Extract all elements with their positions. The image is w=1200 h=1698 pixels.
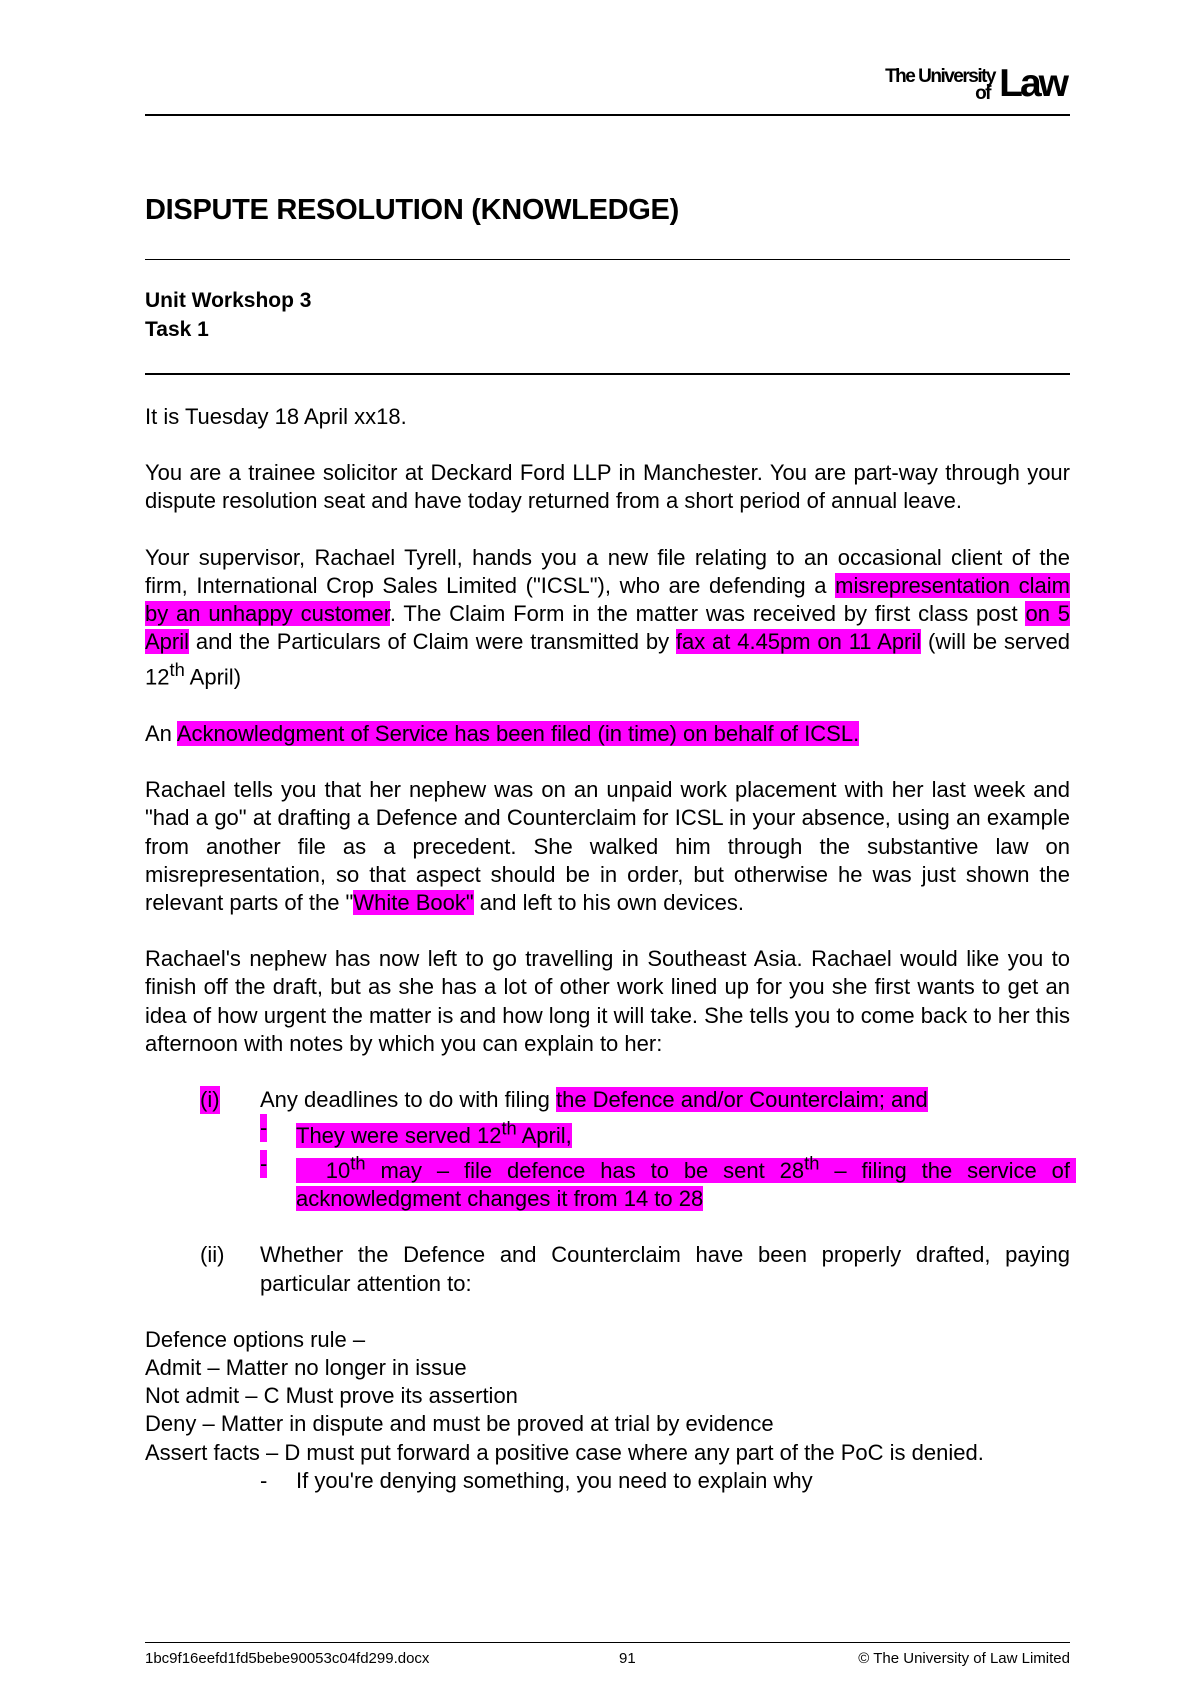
task-heading: Task 1 — [145, 318, 209, 341]
title-rule — [145, 259, 1070, 260]
paragraph-role: You are a trainee solicitor at Deckard Ford LLP in Manchester. You are part-way through your dispute resolution seat and have today returned from a short period of annual leave. — [145, 460, 1070, 514]
highlight-date: on 5 April — [145, 601, 1070, 655]
highlight-defence: the Defence and/or Counterclaim; and — [555, 1086, 928, 1112]
rule-line: Admit – Matter no longer in issue — [145, 1355, 467, 1381]
paragraph-file: Your supervisor, Rachael Tyrell, hands you a new file relating to an occasional client of the firm, International Crop Sales Limited ("ICSL"), who are defending a misrepresentation claim by an unhappy customer. The Claim Form in the matter was received by first class post on 5 April and the Particulars of Claim were transmitted by fax at 4.45pm on 11 April (will be served 12th April) — [145, 544, 1071, 690]
rule-line: Defence options rule – — [145, 1326, 366, 1352]
list-item-drafting: (ii) Whether the Defence and Counterclaim have been properly drafted, paying particular attention to: — [200, 1242, 1070, 1296]
dash-marker: - — [260, 1150, 267, 1178]
list-number: (ii) — [200, 1242, 225, 1268]
logo-line-3: Law — [999, 62, 1066, 105]
list-number: (i) — [200, 1086, 220, 1114]
paragraph-nephew: Rachael tells you that her nephew was on an unpaid work placement with her last week and "had a go" at drafting a Defence and Counterclaim for ICSL in your absence, using an example from another file as a precedent. She walked him through the substantive law on misrepresentation, so that aspect should be in order, but otherwise he was just shown the relevant parts of the "White Book" and left to his own devices. — [145, 777, 1070, 915]
dash-item-served: - They were served 12th April, — [260, 1115, 572, 1148]
logo-line-2: of — [975, 83, 990, 104]
dash-marker: - — [260, 1467, 268, 1493]
page-title: DISPUTE RESOLUTION (KNOWLEDGE) — [145, 194, 679, 226]
paragraph-acknowledgment: An Acknowledgment of Service has been filed (in time) on behalf of ICSL. — [145, 720, 860, 746]
rule-line: Deny – Matter in dispute and must be proved at trial by evidence — [145, 1411, 774, 1437]
dash-item-deny: - If you're denying something, you need to explain why — [145, 1467, 1070, 1495]
footer-rule — [145, 1642, 1070, 1643]
header-rule — [145, 114, 1070, 116]
paragraph-date: It is Tuesday 18 April xx18. — [145, 404, 407, 429]
paragraph-instructions: Rachael's nephew has now left to go travelling in Southeast Asia. Rachael would like you to finish off the draft, but as she has a lot of other work lined up for you she first wants to get an idea of how urgent the matter is and how long it will take. She tells you to come back to her this afternoon with notes by which you can explain to her: — [145, 946, 1070, 1056]
list-item-deadlines: (i) Any deadlines to do with filing the Defence and/or Counterclaim; and — [145, 1086, 1070, 1114]
highlight-white-book: White Book" — [353, 889, 474, 915]
rule-line: Assert facts – D must put forward a positive case where any part of the PoC is denied. — [145, 1439, 984, 1465]
document-body — [145, 403, 1077, 1495]
page-number: 91 — [619, 1650, 636, 1667]
footer-copyright: © The University of Law Limited — [858, 1650, 1070, 1667]
highlight-fax: fax at 4.45pm on 11 April — [675, 629, 922, 655]
footer-filename: 1bc9f16eefd1fd5bebe90053c04fd299.docx — [145, 1650, 430, 1667]
subtitle-rule — [145, 373, 1070, 375]
highlight-claim: misrepresentation claim by an unhappy customer — [145, 572, 1070, 627]
highlight-acknowledgment: Acknowledgment of Service has been filed (in time) on behalf of ICSL. — [176, 720, 860, 746]
logo-line-1: The University — [885, 66, 995, 87]
unit-heading: Unit Workshop 3 — [145, 289, 312, 312]
dash-marker: - — [260, 1114, 267, 1142]
university-logo — [860, 64, 1070, 108]
dash-item-filing: - 10th may – file defence has to be sent 28th – filing the service of acknowledgment changes it from 14 to 28 — [260, 1150, 1077, 1212]
rule-line: Not admit – C Must prove its assertion — [145, 1383, 518, 1409]
